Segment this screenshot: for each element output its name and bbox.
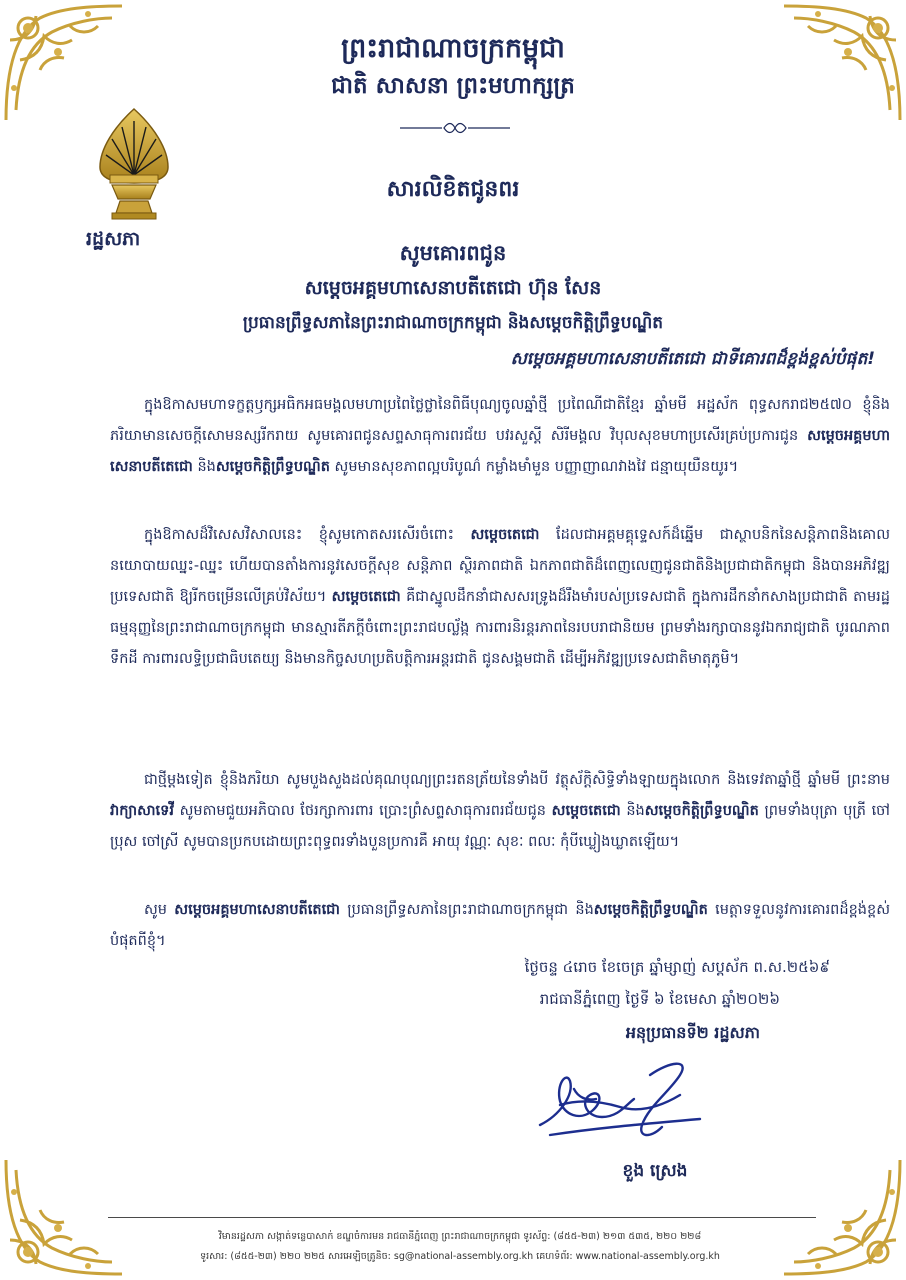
salutation: សូមគោរពជូន — [399, 241, 507, 265]
document-title: សារលិខិតជូនពរ — [386, 177, 520, 202]
emphasis-title: សម្តេចអគ្គមហាសេនាបតីតេជោ — [110, 428, 890, 475]
signer-title: អនុប្រធានទី២ រដ្ឋសភា — [625, 1023, 760, 1042]
ornamental-divider-icon — [400, 121, 510, 135]
body-paragraph-1: ក្នុងឱកាសមហាទក្ខត្តឫក្សអធិកអធមង្គលមហាប្រពៃថ្លៃថ្លានៃពិធីបុណ្យចូលឆ្នាំថ្មី ប្រពៃណីជាតិខ្មែរ ឆ្នាំមមី អដ្ឋស័ក ពុទ្ធសករាជ២៥៧០ ខ្ញុំនិងភរិយាមានសេចក្តីសោមនស្សរីករាយ សូមគោរពជូនសព្ទសាធុការពរជ័យ បវរសួស្តី សិរីមង្គល វិបុលសុខមហាប្រសើរគ្រប់ប្រការជូន សម្តេចអគ្គមហាសេនាបតីតេជោ និងសម្តេចកិត្តិព្រឹទ្ធបណ្ឌិត សូមមានសុខភាពល្អបរិបូណ៌ កម្លាំងមាំមួន បញ្ញាញាណវាងវៃ ជន្មាយុយឺនយូរ។ — [110, 397, 890, 475]
emphasis-title: សម្តេចតេជោ — [470, 527, 540, 543]
emphasis-title: វាក្យាសាទេវី — [110, 803, 174, 819]
signature-icon — [530, 1055, 720, 1155]
lunar-date: ថ្ងៃចន្ទ ៤រោច ខែចេត្រ ឆ្នាំម្សាញ់ សប្តស័ក ព.ស.២៥៦៩ — [524, 958, 830, 976]
emphasis-title: សម្តេចតេជោ — [551, 803, 621, 819]
signer-name: ខួង ស្រេង — [622, 1161, 688, 1181]
body-paragraph-2: ក្នុងឱកាសដ៏វិសេសវិសាលនេះ ខ្ញុំសូមកោតសរសើរចំពោះ សម្តេចតេជោ ដែលជាអគ្គមគ្គុទ្ទេសក៍ដ៏ឆ្នើម ជាស្ថាបនិកនៃសន្តិភាពនិងគោលនយោបាយឈ្នះ-ឈ្នះ ហើយបានតាំងការនូវសេចក្តីសុខ សន្តិភាព ស្ថិរភាពជាតិ ឯកភាពជាតិដ៏ពេញលេញជូនជាតិនិងប្រជាជាតិកម្ពុជា និងបានអភិវឌ្ឍប្រទេសជាតិ ឱ្យរីកចម្រើនលើគ្រប់វិស័យ។ សម្តេចតេជោ គឺជាស្នូលដឹកនាំជាសសរទ្រូងដ៏រឹងមាំរបស់ប្រទេសជាតិ ក្នុងការដឹកនាំកសាងប្រជាជាតិ តាមរដ្ឋធម្មនុញ្ញនៃព្រះរាជាណាចក្រកម្ពុជា មានស្មារតីភក្តីចំពោះព្រះរាជបល្ល័ង្ក ការពារនិរន្តរភាពនៃរបបរាជានិយម ព្រមទាំងរក្សាបាននូវឯករាជ្យជាតិ បូរណភាពទឹកដី ការពារលទ្ធិប្រជាធិបតេយ្យ និងមានកិច្ចសហប្រតិបត្តិការអន្តរជាតិ ជូនសង្គមជាតិ ដើម្បីអភិវឌ្ឍប្រទេសជាតិមាតុភូមិ។ — [110, 527, 891, 667]
solar-date: រាជធានីភ្នំពេញ ថ្ងៃទី ៦ ខែមេសា ឆ្នាំ២០២៦ — [539, 990, 780, 1008]
recipient-position: ប្រធានព្រឹទ្ធសភានៃព្រះរាជាណាចក្រកម្ពុជា និងសម្តេចកិត្តិព្រឹទ្ធបណ្ឌិត — [242, 313, 664, 333]
emphasis-title: សម្តេចកិត្តិព្រឹទ្ធបណ្ឌិត — [593, 902, 708, 918]
kingdom-motto-line2: ជាតិ សាសនា ព្រះមហាក្សត្រ — [331, 73, 575, 99]
emphasis-title: សម្តេចកិត្តិព្រឹទ្ធបណ្ឌិត — [644, 803, 759, 819]
body-paragraph-4: សូម សម្តេចអគ្គមហាសេនាបតីតេជោ ប្រធានព្រឹទ្ធសភានៃព្រះរាជាណាចក្រកម្ពុជា និងសម្តេចកិត្តិព្រឹទ្ធបណ្ឌិត មេត្តាទទួលនូវការគោរពដ៏ខ្ពង់ខ្ពស់បំផុតពីខ្ញុំ។ — [110, 902, 890, 949]
emphasis-title: សម្តេចអគ្គមហាសេនាបតីតេជោ — [174, 902, 340, 918]
recipient-name: សម្តេចអគ្គមហាសេនាបតីតេជោ ហ៊ុន សែន — [304, 277, 602, 299]
footer-divider — [108, 1217, 816, 1218]
organization-name: រដ្ឋសភា — [86, 228, 141, 250]
body-paragraph-3: ជាថ្មីម្តងទៀត ខ្ញុំនិងភរិយា សូមបួងសួងដល់គុណបុណ្យព្រះរតនត្រ័យនៃទាំងបី វត្ថុស័ក្តិសិទ្ធិទាំងឡាយក្នុងលោក និងទេវតាឆ្នាំថ្មី ឆ្នាំមមី ព្រះនាម វាក្យាសាទេវី សូមតាមជួយអភិបាល ថែរក្សាការពារ ប្រោះព្រំសព្ទសាធុការពរជ័យជូន សម្តេចតេជោ និងសម្តេចកិត្តិព្រឹទ្ធបណ្ឌិត ព្រមទាំងបុត្រា បុត្រី ចៅប្រុស ចៅស្រី សូមបានប្រកបដោយព្រះពុទ្ធពរទាំងបួនប្រការគឺ អាយុ វណ្ណៈ សុខៈ ពលៈ កុំបីឃ្លៀងឃ្លាតឡើយ។ — [110, 772, 890, 850]
footer-contacts: ទូរសារ: (៨៥៥-២៣) ២២០ ២២៥ សារអេឡិចត្រូនិច: sg@national-assembly.org.kh គេហទំព័រ: www.national-assembly.org.kh — [200, 1251, 720, 1262]
recipient-honorific: សម្តេចអគ្គមហាសេនាបតីតេជោ ជាទីគោរពដ៏ខ្ពង់ខ្ពស់បំផុត! — [510, 349, 875, 369]
footer-address: វិមានរដ្ឋសភា សង្កាត់ទន្លេបាសាក់ ខណ្ឌចំការមន រាជធានីភ្នំពេញ ព្រះរាជាណាចក្រកម្ពុជា ទូរស័ព្ទ: (៨៥៥-២៣) ២១៣ ៥៣៥, ២២០ ២២៨ — [218, 1231, 702, 1242]
emphasis-title: សម្តេចតេជោ — [331, 589, 401, 605]
emphasis-title: សម្តេចកិត្តិព្រឹទ្ធបណ្ឌិត — [215, 459, 330, 475]
kingdom-motto-line1: ព្រះរាជាណាចក្រកម្ពុជា — [341, 33, 565, 64]
